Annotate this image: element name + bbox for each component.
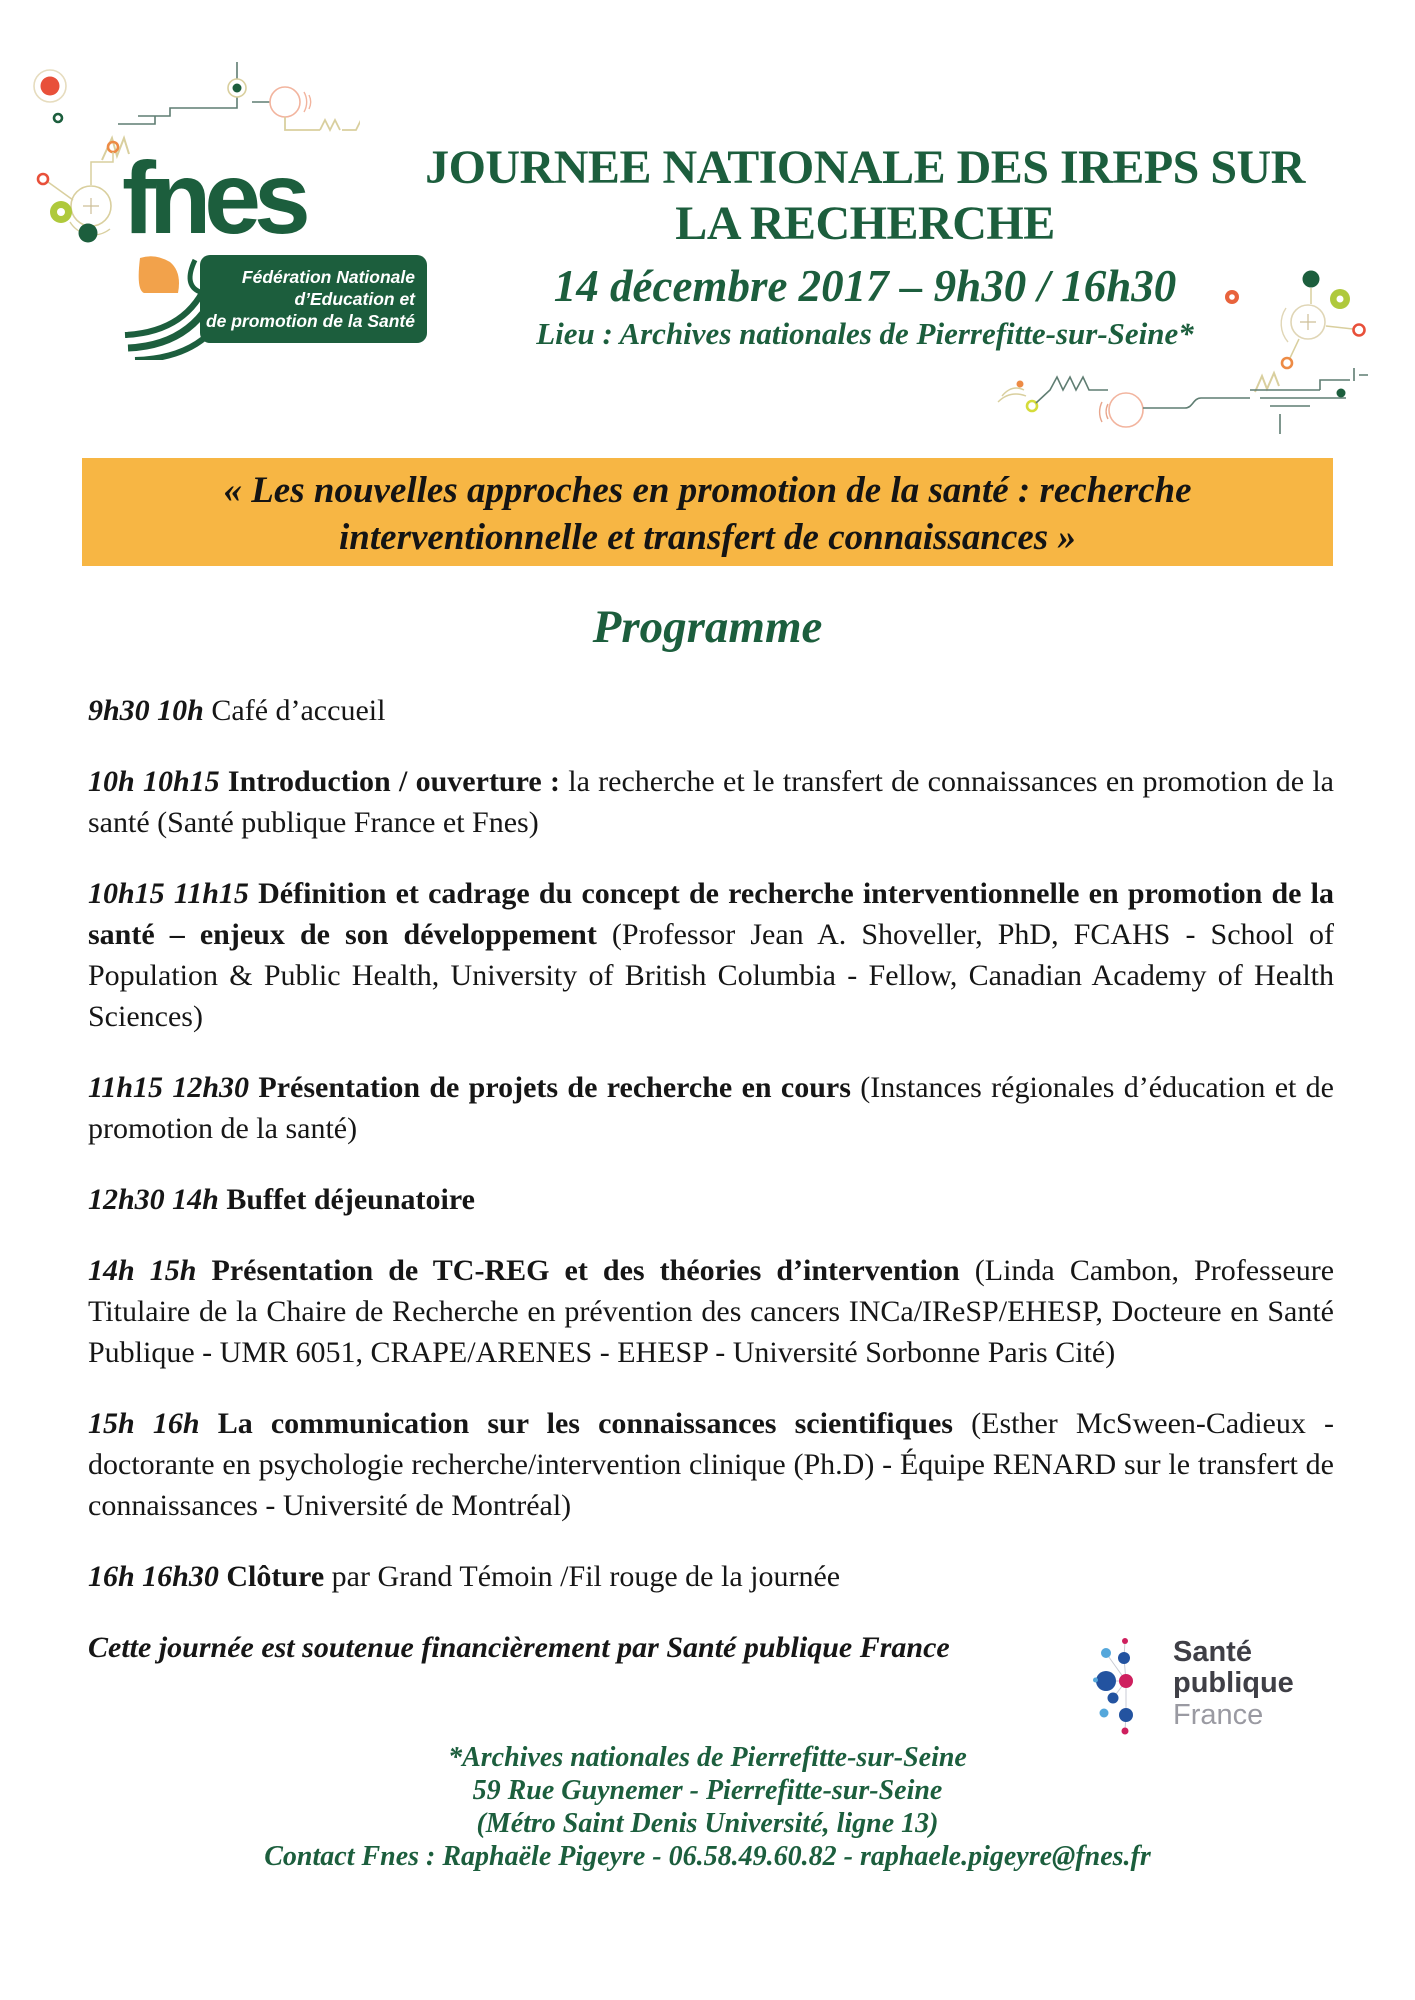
- program-item-title: Présentation de projets de recherche en cours: [258, 1071, 861, 1104]
- program-item-title: Clôture: [226, 1560, 332, 1593]
- program-item-title: Buffet déjeunatoire: [226, 1183, 475, 1216]
- fnes-logo: [100, 141, 445, 360]
- program-item: [88, 1067, 1334, 1149]
- event-location: Lieu : Archives nationales de Pierrefitte-sur-Seine*: [536, 316, 1194, 351]
- event-date: 14 décembre 2017 – 9h30 / 16h30: [553, 261, 1177, 311]
- spf-dots-icon: [1093, 1632, 1165, 1736]
- program-item-time: 10h 10h15: [88, 765, 228, 798]
- program-item: [88, 1556, 1334, 1597]
- fnes-tagline-line3: de promotion de la Santé: [205, 311, 415, 331]
- program-item: [88, 1250, 1334, 1373]
- program-item: [88, 761, 1334, 843]
- footer-line: (Métro Saint Denis Université, ligne 13): [476, 1808, 939, 1839]
- program-item-time: 11h15 12h30: [88, 1071, 259, 1104]
- fnes-tagline-box: [200, 255, 427, 343]
- program-item: [88, 690, 1334, 731]
- footer: [0, 1741, 1415, 1873]
- programme-heading: Programme: [592, 601, 823, 653]
- footer-line: *Archives nationales de Pierrefitte-sur-Seine: [448, 1742, 967, 1773]
- program-item-description: (Professor Jean A. Shoveller, PhD, FCAHS - School of Population & Public Health, University of British Columbia - Fellow, Canadian Academy of Health Sciences): [88, 918, 1334, 1033]
- program-item-time: 12h30 14h: [88, 1183, 227, 1216]
- fnes-tagline-line1: Fédération Nationale: [241, 267, 415, 287]
- page-title-line1: JOURNEE NATIONALE DES IREPS SUR: [425, 141, 1305, 194]
- page-title-line2: LA RECHERCHE: [675, 197, 1055, 250]
- program-item-title: La communication sur les connaissances scientifiques: [217, 1407, 972, 1440]
- program-item-title: Définition et cadrage du concept de recherche interventionnelle en promotion de la santé – enjeux de son développement: [88, 877, 1334, 951]
- spf-text-line3: France: [1173, 1698, 1264, 1731]
- spf-text-line2: publique: [1173, 1666, 1294, 1699]
- program-item-description: (Instances régionales d’éducation et de promotion de la santé): [88, 1071, 1334, 1145]
- theme-banner: [82, 458, 1333, 566]
- program-list: [88, 690, 1334, 1698]
- program-item-description: par Grand Témoin /Fil rouge de la journée: [331, 1560, 841, 1593]
- program-item: [88, 1403, 1334, 1526]
- theme-banner-line1: « Les nouvelles approches en promotion de la santé : recherche: [223, 470, 1192, 511]
- footer-line: 59 Rue Guynemer - Pierrefitte-sur-Seine: [472, 1775, 943, 1806]
- program-item: [88, 873, 1334, 1037]
- program-item-title: Introduction / ouverture :: [227, 765, 569, 798]
- spf-logo-text: [1173, 1637, 1294, 1732]
- program-item-description: la recherche et le transfert de connaissances en promotion de la santé (Santé publique France et Fnes): [88, 765, 1334, 839]
- program-item-description: Café d’accueil: [211, 694, 386, 727]
- program-item-time: 16h 16h30: [88, 1560, 227, 1593]
- spf-text-line1: Santé: [1173, 1635, 1252, 1668]
- program-item-time: 9h30 10h: [88, 694, 212, 727]
- program-item-title: Présentation de TC-REG et des théories d’intervention: [211, 1254, 975, 1287]
- program-item-time: 14h 15h: [88, 1254, 212, 1287]
- fnes-wordmark: fnes: [122, 141, 304, 255]
- footer-line: Contact Fnes : Raphaële Pigeyre - 06.58.49.60.82 - raphaele.pigeyre@fnes.fr: [264, 1841, 1151, 1872]
- program-item-time: 15h 16h: [88, 1407, 218, 1440]
- program-item: [88, 1179, 1334, 1220]
- program-item-description: (Esther McSween-Cadieux - doctorante en psychologie recherche/intervention clinique (Ph.D) - Équipe RENARD sur le transfert de connaissances - Université de Montréal): [88, 1407, 1334, 1522]
- program-item-description: (Linda Cambon, Professeure Titulaire de la Chaire de Recherche en prévention des cancers INCa/IReSP/EHESP, Docteure en Santé Publique - UMR 6051, CRAPE/ARENES - EHESP - Université Sorbonne Paris Cité): [88, 1254, 1335, 1369]
- program-item-time: 10h15 11h15: [88, 877, 259, 910]
- funding-note: Cette journée est soutenue financièrement par Santé publique France: [88, 1631, 950, 1664]
- fnes-tagline-line2: d’Education et: [294, 289, 415, 309]
- sante-publique-france-logo: [1093, 1632, 1294, 1736]
- header: [420, 140, 1310, 352]
- theme-banner-line2: interventionnelle et transfert de connaissances »: [339, 517, 1076, 558]
